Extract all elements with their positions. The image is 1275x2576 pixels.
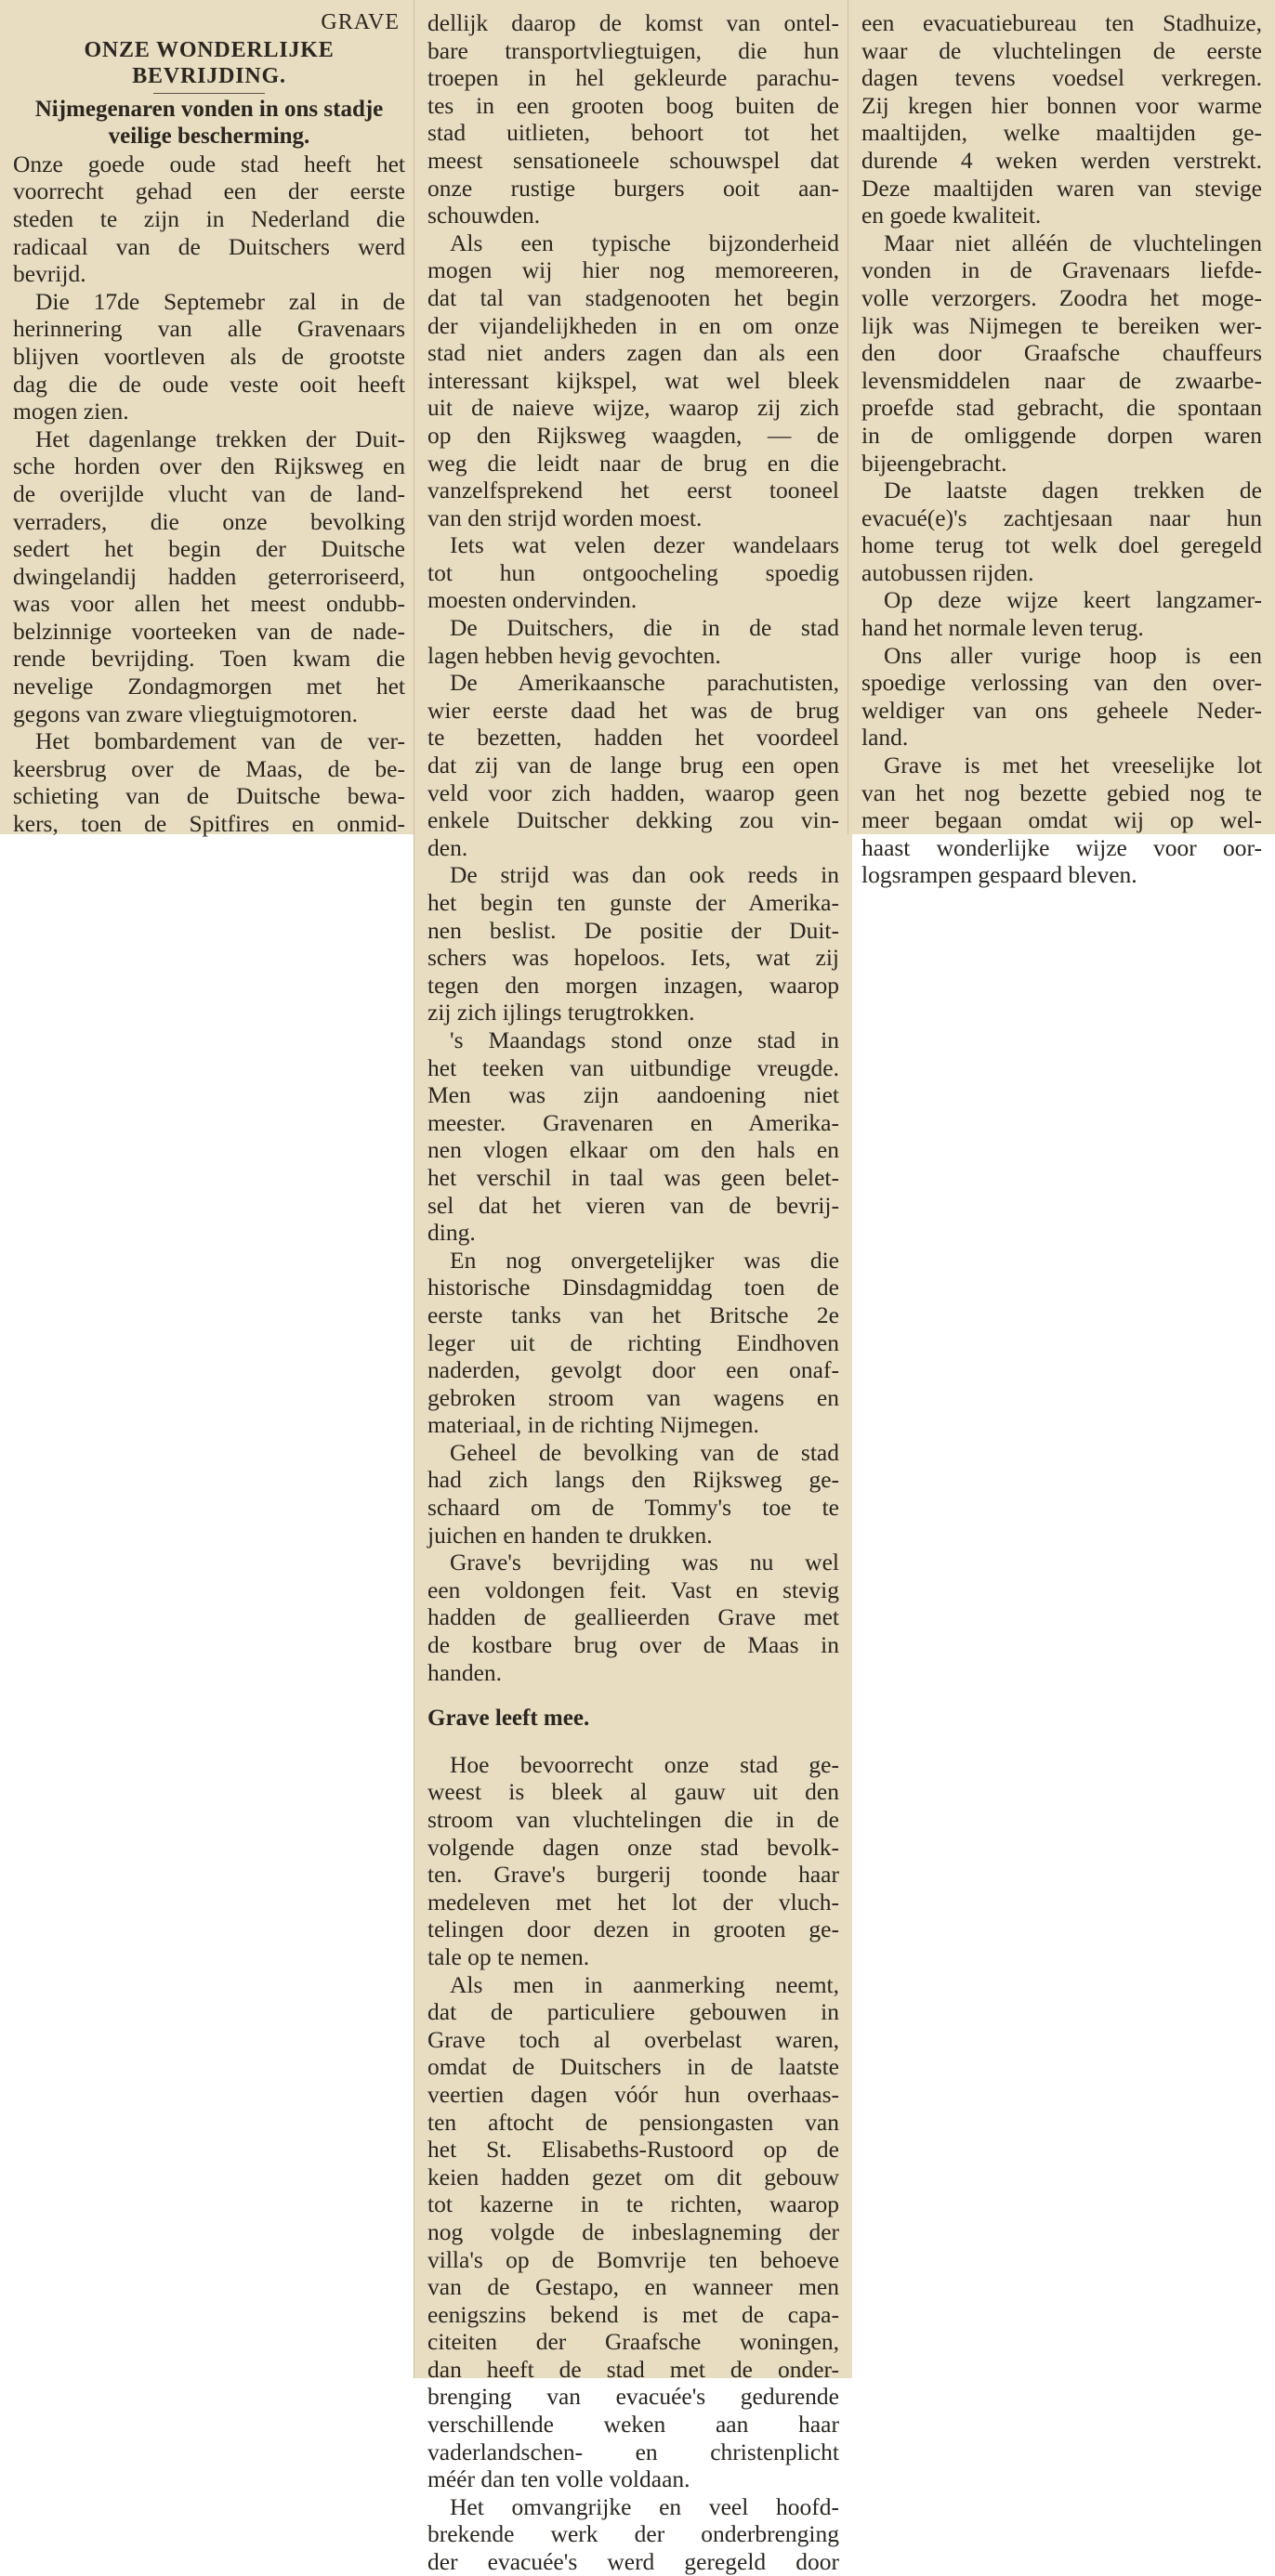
text-line: volgende dagen onze stad bevolk- [427, 1833, 839, 1861]
text-line: handen. [427, 1658, 503, 1686]
text-line: van de Gestapo, en wanneer men [427, 2273, 839, 2301]
text-line: home terug tot welk doel geregeld [861, 531, 1262, 559]
text-line: gegons van zware vliegtuigmotoren. [13, 700, 359, 727]
text-line: dat tal van stadgenooten het begin [427, 283, 839, 311]
text-line: Hoe bevoorrecht onze stad ge- [450, 1750, 839, 1778]
text-line: volle verzorgers. Zoodra het moge- [861, 283, 1262, 311]
text-line: vonden in de Gravenaars liefde- [861, 256, 1262, 284]
text-line: en goede kwaliteit. [861, 202, 1042, 229]
text-line: Het omvangrijke en veel hoofd- [450, 2492, 839, 2520]
text-line: den. [427, 833, 468, 861]
text-line: dagen tevens voedsel verkregen. [861, 64, 1262, 92]
text-line: herinnering van alle Gravenaars [13, 315, 405, 343]
text-line: eenigszins bekend is met de capa- [427, 2300, 839, 2328]
text-line: sche horden over den Rijksweg en [13, 452, 405, 480]
column-2-body-a [427, 9, 839, 1686]
text-line: van het nog bezette gebied nog te [861, 778, 1262, 806]
section-heading: Grave leeft mee. [427, 1706, 590, 1732]
text-line: belzinnige voorteeken van de nade- [13, 617, 405, 645]
column-3-body [861, 9, 1262, 889]
text-line: radicaal van de Duitschers werd [13, 232, 405, 260]
text-line: het verschil in taal was geen belet- [427, 1163, 839, 1191]
text-line: rende bevrijding. Toen kwam die [13, 645, 405, 673]
column-3 [848, 0, 1275, 889]
text-line: Als een typische bijzonderheid [450, 229, 839, 256]
text-line: maaltijden, welke maaltijden ge- [861, 119, 1262, 147]
text-line: verraders, die onze bevolking [13, 507, 405, 535]
text-line: veld voor zich hadden, waarop geen [427, 778, 839, 806]
subhead-line-1: Nijmegenaren vonden in ons stadje [34, 96, 384, 122]
text-line: tot kazerne in te richten, waarop [427, 2190, 839, 2218]
text-line: bijeengebracht. [861, 449, 1007, 477]
text-line: moesten ondervinden. [427, 586, 638, 614]
text-line: tes in een grooten boog buiten de [427, 91, 839, 119]
text-line: land. [861, 724, 909, 752]
text-line: bevrijd. [13, 260, 86, 288]
text-line: troepen in hel gekleurde parachu- [427, 64, 839, 92]
text-line: leger uit de richting Eindhoven [427, 1328, 839, 1356]
text-line: de kostbare brug over de Maas in [427, 1631, 839, 1659]
text-line: wier eerste daad het was de brug [427, 696, 839, 724]
text-line: méér dan ten volle voldaan. [427, 2465, 690, 2493]
text-line: weest is bleek al gauw uit den [427, 1778, 839, 1806]
text-line: Deze maaltijden waren van stevige [861, 174, 1262, 202]
text-line: ten. Grave's burgerij toonde haar [427, 1861, 839, 1889]
text-line: juichen en handen te drukken. [427, 1521, 713, 1549]
column-1-body [13, 150, 405, 838]
text-line: het St. Elisabeths-Rustoord op de [427, 2136, 839, 2164]
text-line: het begin ten gunste der Amerika- [427, 889, 839, 916]
text-line: der vijandelijkheden in en om onze [427, 311, 839, 339]
text-line: bare transportvliegtuigen, die hun [427, 36, 839, 64]
text-line: nevelige Zondagmorgen met het [13, 673, 405, 700]
text-line: blijven voortleven als de grootste [13, 342, 405, 370]
text-line: En nog onvergetelijker was die [450, 1246, 839, 1274]
text-line: eerste tanks van het Britsche 2e [427, 1301, 839, 1328]
text-line: sel dat het vieren van de bevrij- [427, 1191, 839, 1219]
text-line: evacué(e)'s zachtjesaan naar hun [861, 503, 1262, 531]
text-line: dan heeft de stad met de onder- [427, 2355, 839, 2383]
text-line: Onze goede oude stad heeft het [13, 150, 405, 177]
text-line: uit de naieve wijze, waarop zij zich [427, 394, 839, 422]
text-line: op den Rijksweg waagden, — de [427, 421, 839, 449]
text-line: had zich langs den Rijksweg ge- [427, 1466, 839, 1494]
text-line: schers was hopeloos. Iets, wat zij [427, 944, 839, 972]
text-line: medeleven met het lot der vluch- [427, 1888, 839, 1916]
text-line: waar de vluchtelingen de eerste [861, 36, 1262, 64]
text-line: 's Maandags stond onze stad in [450, 1026, 839, 1053]
text-line: veertien dagen vóór hun overhaas- [427, 2080, 839, 2108]
text-line: Grave is met het vreeselijke lot [884, 752, 1262, 779]
text-line: historische Dinsdagmiddag toen de [427, 1274, 839, 1301]
text-line: De strijd was dan ook reeds in [450, 861, 839, 889]
text-line: vanzelfsprekend het eerst tooneel [427, 477, 839, 504]
text-line: gebroken stroom van wagens en [427, 1383, 839, 1411]
text-line: mogen wij hier nog memoreeren, [427, 256, 839, 284]
text-line: lagen hebben hevig gevochten. [427, 641, 721, 669]
headline-rule [153, 93, 265, 94]
dateline: GRAVE [321, 10, 400, 34]
text-line: zij zich ijlings terugtrokken. [427, 999, 695, 1026]
text-line: weg die leidt naar de brug en die [427, 449, 839, 477]
text-line: hadden de geallieerden Grave met [427, 1603, 839, 1631]
text-line: meer begaan omdat wij op wel- [861, 806, 1262, 834]
text-line: meest sensationeele schouwspel dat [427, 146, 839, 174]
text-line: Het bombardement van de ver- [35, 727, 405, 755]
text-line: spoedige verlossing van den over- [861, 669, 1262, 697]
text-line: citeiten der Graafsche woningen, [427, 2328, 839, 2356]
text-line: Die 17de Septemebr zal in de [35, 287, 405, 315]
text-line: vaderlandschen- en christenplicht [427, 2438, 839, 2465]
text-line: nen vlogen elkaar om den hals en [427, 1136, 839, 1164]
text-line: was voor allen het meest ondubb- [13, 590, 405, 618]
text-line: De laatste dagen trekken de [884, 477, 1262, 504]
text-line: proefde stad gebracht, die spontaan [861, 394, 1262, 422]
text-line: stroom van vluchtelingen die in de [427, 1806, 839, 1833]
text-line: schaard om de Tommy's toe te [427, 1494, 839, 1522]
text-line: De Duitschers, die in de stad [450, 614, 839, 642]
text-line: der evacuée's werd geregeld door [427, 2548, 839, 2576]
text-line: levensmiddelen naar de zwaarbe- [861, 366, 1262, 394]
text-line: het teeken van uitbundige vreugde. [427, 1053, 839, 1081]
headline-line-1: ONZE WONDERLIJKE [84, 37, 335, 62]
text-line: steden te zijn in Nederland die [13, 204, 405, 232]
column-1 [0, 0, 418, 838]
text-line: schieting van de Duitsche bewa- [13, 782, 405, 810]
text-line: De Amerikaansche parachutisten, [450, 669, 839, 697]
text-line: voorrecht gehad een der eerste [13, 177, 405, 205]
text-line: brekende werk der onderbrenging [427, 2520, 839, 2548]
text-line: nog volgde de inbeslagneming der [427, 2217, 839, 2245]
text-line: mogen zien. [13, 398, 129, 425]
text-line: telingen door dezen in grooten ge- [427, 1916, 839, 1943]
text-line: stad niet anders zagen dan als een [427, 339, 839, 367]
text-line: dat de particuliere gebouwen in [427, 1998, 839, 2026]
text-line: Iets wat velen dezer wandelaars [450, 531, 839, 559]
text-line: kers, toen de Spitfires en onmid- [13, 810, 405, 838]
subhead-line-2: veilige bescherming. [108, 124, 310, 150]
text-line: een evacuatiebureau ten Stadhuize, [861, 9, 1262, 36]
text-line: Grave toch al overbelast waren, [427, 2025, 839, 2053]
text-line: logsrampen gespaard bleven. [861, 861, 1137, 889]
text-line: den door Graafsche chauffeurs [861, 339, 1262, 367]
text-line: in de omliggende dorpen waren [861, 421, 1262, 449]
text-line: lijk was Nijmegen te bereiken wer- [861, 311, 1262, 339]
text-line: Grave's bevrijding was nu wel [450, 1549, 839, 1576]
text-line: ding. [427, 1219, 476, 1247]
text-line: Geheel de bevolking van de stad [450, 1438, 839, 1466]
text-line: villa's op de Bomvrije ten behoeve [427, 2245, 839, 2273]
text-line: autobussen rijden. [861, 558, 1034, 586]
text-line: weldiger van ons geheele Neder- [861, 696, 1262, 724]
text-line: keien hadden gezet om dit gebouw [427, 2163, 839, 2190]
text-line: Als men in aanmerking neemt, [450, 1970, 839, 1998]
text-line: brenging van evacuée's gedurende [427, 2383, 839, 2411]
text-line: enkele Duitscher dekking zou vin- [427, 806, 839, 834]
text-line: verschillende weken aan haar [427, 2411, 839, 2439]
text-line: Het dagenlange trekken der Duit- [35, 425, 405, 452]
text-line: Men was zijn aandoening niet [427, 1081, 839, 1109]
text-line: tale op te nemen. [427, 1942, 590, 1970]
text-line: onze rustige burgers ooit aan- [427, 174, 839, 202]
headline-line-2: BEVRIJDING. [132, 63, 286, 88]
text-line: tot hun ontgoocheling spoedig [427, 558, 839, 586]
column-2 [414, 0, 852, 2576]
text-line: sedert het begin der Duitsche [13, 535, 405, 563]
text-line: van den strijd worden moest. [427, 503, 703, 531]
text-line: schouwden. [427, 202, 541, 229]
text-line: stad uitlieten, behoort tot het [427, 119, 839, 147]
text-line: hand het normale leven terug. [861, 614, 1144, 642]
column-2-body-b [427, 1751, 839, 2576]
text-line: keersbrug over de Maas, de be- [13, 754, 405, 782]
text-line: dellijk daarop de komst van ontel- [427, 9, 839, 36]
text-line: Zij kregen hier bonnen voor warme [861, 91, 1262, 119]
text-line: dwingelandij hadden geterroriseerd, [13, 562, 405, 590]
text-line: tegen den morgen inzagen, waarop [427, 971, 839, 999]
text-line: Maar niet alléén de vluchtelingen [884, 229, 1262, 256]
text-line: omdat de Duitschers in de laatste [427, 2053, 839, 2081]
text-line: haast wonderlijke wijze voor oor- [861, 833, 1262, 861]
text-line: te bezetten, hadden het voordeel [427, 724, 839, 752]
text-line: interessant kijkspel, wat wel bleek [427, 366, 839, 394]
text-line: een voldongen feit. Vast en stevig [427, 1576, 839, 1603]
text-line: naderden, gevolgt door een onaf- [427, 1356, 839, 1384]
text-line: nen beslist. De positie der Duit- [427, 916, 839, 944]
text-line: materiaal, in de richting Nijmegen. [427, 1411, 759, 1439]
text-line: ten aftocht de pensiongasten van [427, 2108, 839, 2136]
text-line: Ons aller vurige hoop is een [884, 641, 1262, 669]
text-line: de overijlde vlucht van de land- [13, 479, 405, 507]
text-line: Op deze wijze keert langzamer- [884, 586, 1262, 614]
text-line: dag die de oude veste ooit heeft [13, 370, 405, 398]
text-line: meester. Gravenaren en Amerika- [427, 1108, 839, 1136]
text-line: durende 4 weken werden verstrekt. [861, 146, 1262, 174]
text-line: dat zij van de lange brug een open [427, 752, 839, 779]
